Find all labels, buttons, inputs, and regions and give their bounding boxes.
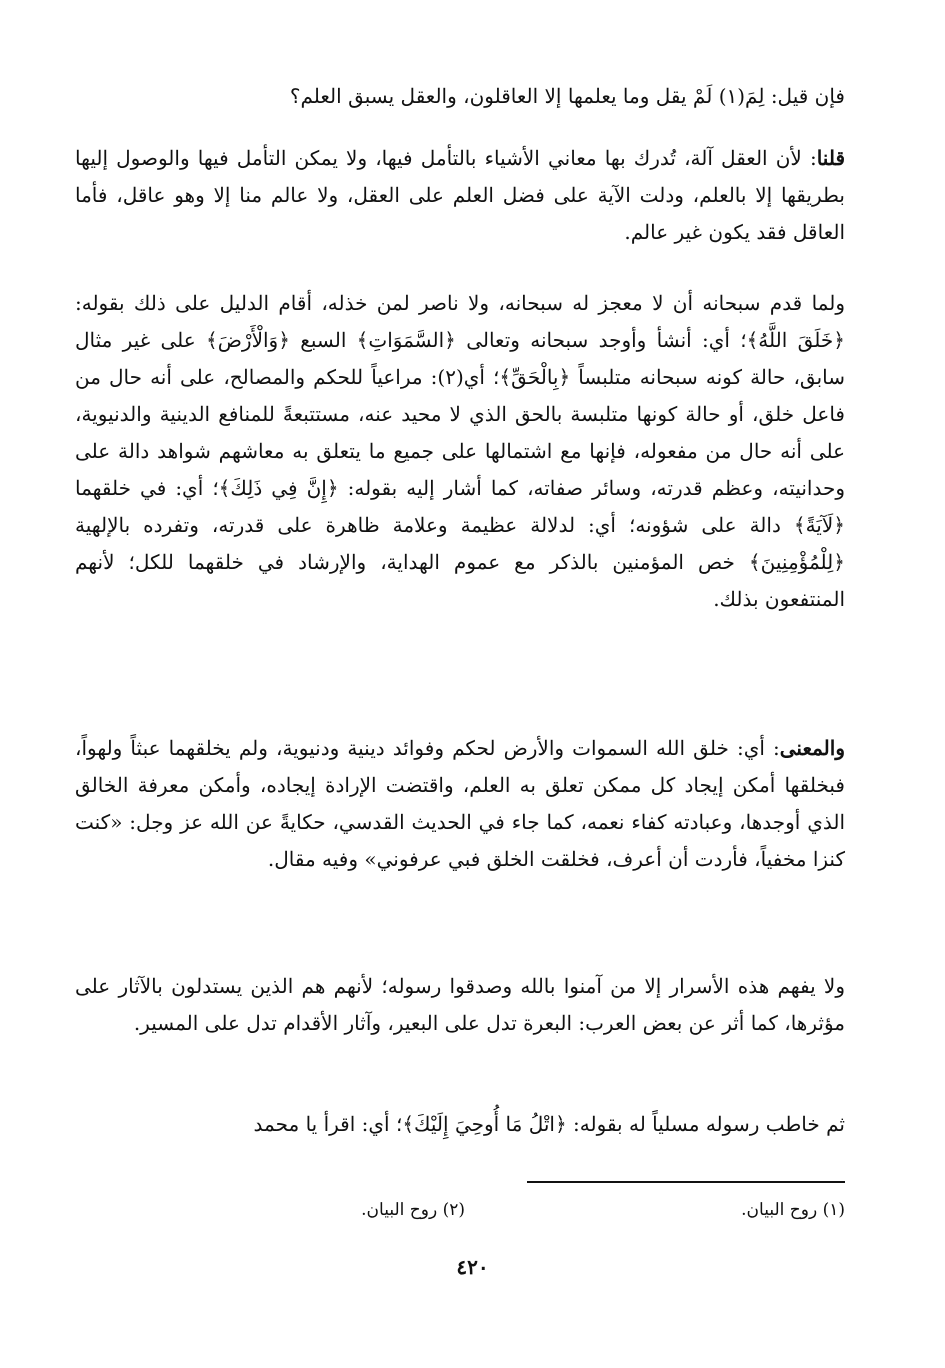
page-number: ٤٢٠ bbox=[456, 1255, 489, 1279]
paragraph-text: ثم خاطب رسوله مسلياً له بقوله: ﴿اتْلُ مَا أُوحِيَ إِلَيْكَ﴾؛ أي: اقرأ يا محمد bbox=[253, 1112, 845, 1136]
paragraph-address bbox=[75, 1106, 845, 1143]
paragraph-lead: والمعنى bbox=[779, 736, 845, 760]
paragraph-secrets bbox=[75, 968, 845, 1042]
paragraph-text: ولا يفهم هذه الأسرار إلا من آمنوا بالله وصدقوا رسوله؛ لأنهم هم الذين يستدلون بالآثار على مؤثرها، كما أثر عن بعض العرب: البعرة تدل على البعير، وآثار الأقدام تدل على المسير. bbox=[75, 974, 845, 1035]
paragraph-text: : أي: خلق الله السموات والأرض لحكم وفوائد دينية ودنيوية، ولم يخلقهما عبثاً ولهواً، فبخلقها أمكن إيجاد كل ممكن تعلق به العلم، واقتضت الإرادة إيجاده، وأمكن معرفة الخالق الذي أوجدها، وعبادته كفاء نعمه، كما جاء في الحديث القدسي، حكايةً عن الله عز وجل: «كنت كنزا مخفياً، فأردت أن أعرف، فخلقت الخلق فبي عرفوني» وفيه مقال. bbox=[75, 736, 845, 871]
paragraph-text: ولما قدم سبحانه أن لا معجز له سبحانه، ولا ناصر لمن خذله، أقام الدليل على ذلك بقوله: ﴿خَلَقَ اللَّهُ﴾؛ أي: أنشأ وأوجد سبحانه وتعالى ﴿السَّمَوَاتِ﴾ السبع ﴿وَالْأَرْضَ﴾ على غير مثال سابق، حالة كونه سبحانه متلبساً ﴿بِالْحَقِّ﴾؛ أي(٢): مراعياً للحكم والمصالح، على أنه حال من فاعل خلق، أو حالة كونها متلبسة بالحق الذي لا محيد عنه، مستتبعةً للمنافع الدينية والدنيوية، على أنه حال من مفعوله، فإنها مع اشتمالها على جميع ما يتعلق به معاشهم شواهد دالة على وحدانيته، وعظم قدرته، وسائر صفاته، كما أشار إليه بقوله: ﴿إِنَّ فِي ذَلِكَ﴾؛ أي: في خلقهما ﴿لَآيَةً﴾ دالة على شؤونه؛ أي: لدلالة عظيمة وعلامة ظاهرة على قدرته، وتفرده بالإلهية ﴿لِلْمُؤْمِنِينَ﴾ خص المؤمنين بالذكر مع عموم الهداية، والإرشاد في خلقهما للكل؛ لأنهم المنتفعون بذلك. bbox=[75, 291, 845, 611]
paragraph-meaning bbox=[75, 730, 845, 878]
paragraph-text: : لأن العقل آلة، تُدرك بها معاني الأشياء بالتأمل فيها، ولا يمكن التأمل فيها والوصول إليها بطريقها إلا بالعلم، ودلت الآية على فضل العلم على العقل، ولا عالم منا إلا وهو عاقل، فأما العاقل فقد يكون غير عالم. bbox=[75, 146, 845, 244]
paragraph-answer bbox=[75, 140, 845, 251]
footnote-2: (٢) روح البيان. bbox=[361, 1200, 465, 1220]
paragraph-tafsir bbox=[75, 285, 845, 618]
footnotes bbox=[75, 1196, 845, 1226]
footnote-divider bbox=[527, 1181, 845, 1183]
paragraph-lead: قلنا bbox=[816, 146, 845, 170]
paragraph-text: فإن قيل: لِمَ(١) لَمْ يقل وما يعلمها إلا العاقلون، والعقل يسبق العلم؟ bbox=[289, 84, 845, 108]
paragraph-question bbox=[75, 78, 845, 115]
footnote-1: (١) روح البيان. bbox=[741, 1200, 845, 1220]
